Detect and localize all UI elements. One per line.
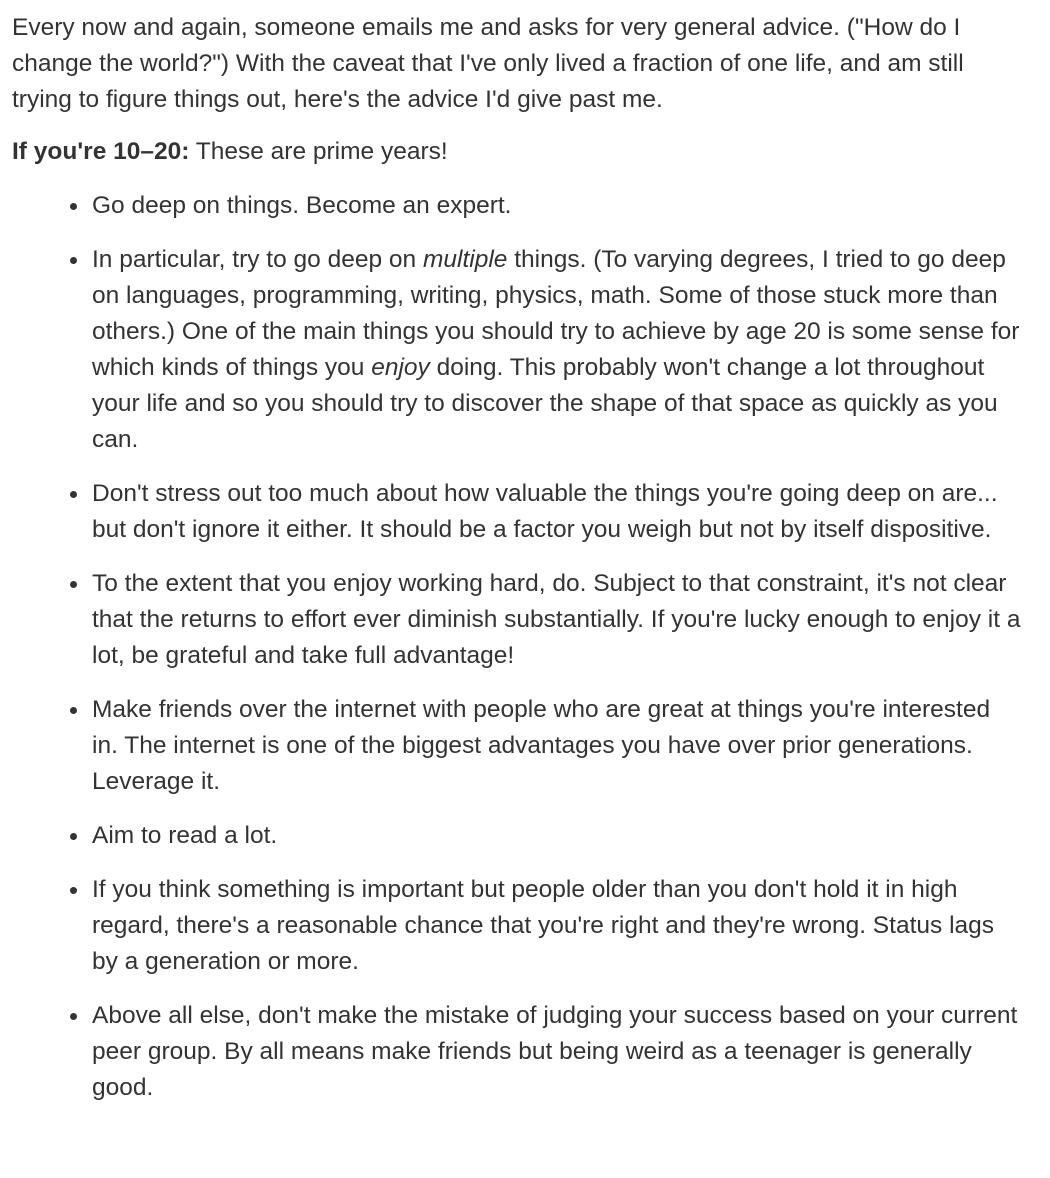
advice-text-segment: In particular, try to go deep on — [92, 246, 423, 273]
age-section-heading — [12, 134, 1022, 170]
intro-paragraph: Every now and again, someone emails me and asks for very general advice. ("How do I change the world?") With the caveat that I've only lived a fraction of one life, and am still trying to figure things out, here's the advice I'd give past me. — [12, 14, 964, 113]
advice-item-value: Don't stress out too much about how valuable the things you're going deep on are... but don't ignore it either. It should be a factor you weigh but not by itself dispositive. — [92, 476, 1022, 548]
advice-item-internet-friends: Make friends over the internet with people who are great at things you're interested in. The internet is one of the biggest advantages you have over prior generations. Leverage it. — [92, 692, 1022, 800]
advice-list — [12, 188, 1022, 1106]
advice-text-segment: doing. This probably won't change a lot throughout your life and so you should try to discover the shape of that space as quickly as you can. — [92, 354, 998, 453]
advice-item-peer-group: Above all else, don't make the mistake of judging your success based on your current peer group. By all means make friends but being weird as a teenager is generally good. — [92, 998, 1022, 1106]
emphasis-enjoy: enjoy — [371, 354, 430, 381]
age-range-label: If you're 10–20: — [12, 138, 190, 165]
age-range-subheading: These are prime years! — [189, 138, 448, 165]
advice-item-read: Aim to read a lot. — [92, 818, 1022, 854]
advice-item-work-hard: To the extent that you enjoy working hard, do. Subject to that constraint, it's not clear that the returns to effort ever diminish substantially. If you're lucky enough to enjoy it a lot, be grateful and take full advantage! — [92, 566, 1022, 674]
emphasis-multiple: multiple — [422, 246, 508, 273]
advice-item-status: If you think something is important but people older than you don't hold it in high regard, there's a reasonable chance that you're right and they're wrong. Status lags by a generation or more. — [92, 872, 1022, 980]
advice-text-segment: things. (To varying degrees, I tried to go deep on languages, programming, writing, physics, math. Some of those stuck more than others.) One of the main things you should try to achieve by age 20 is some sense for which kinds of things you — [92, 246, 1020, 381]
advice-item-go-deep: Go deep on things. Become an expert. — [92, 188, 1022, 224]
advice-item-multiple-things — [92, 242, 1022, 458]
